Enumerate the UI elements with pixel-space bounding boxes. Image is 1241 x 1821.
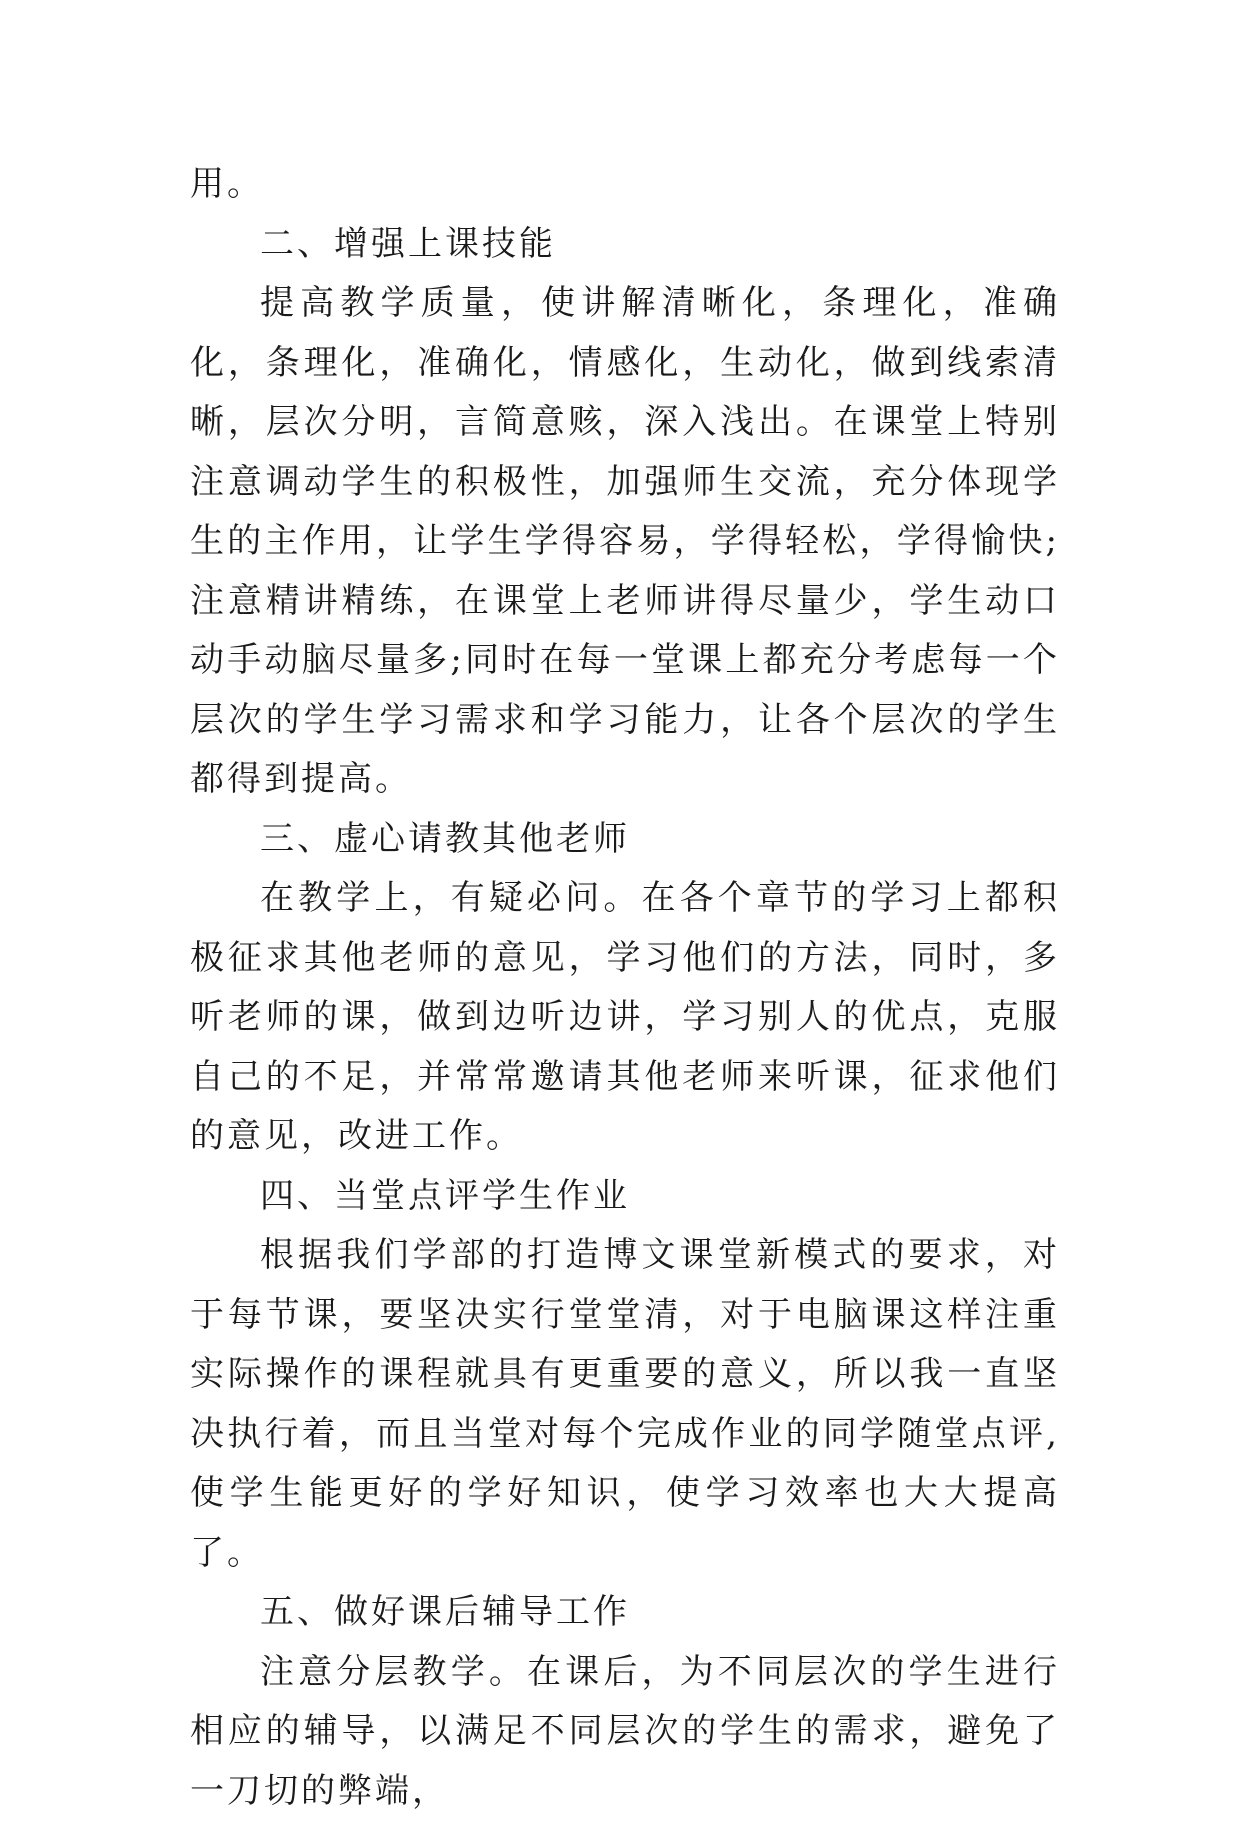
document-body	[190, 155, 1060, 1821]
section-paragraph: 在教学上，有疑必问。在各个章节的学习上都积极征求其他老师的意见，学习他们的方法，同时，多听老师的课，做到边听边讲，学习别人的优点，克服自己的不足，并常常邀请其他老师来听课，征求他们的意见，改进工作。	[190, 869, 1060, 1167]
section-paragraph: 注意分层教学。在课后，为不同层次的学生进行相应的辅导，以满足不同层次的学生的需求，避免了一刀切的弊端，	[190, 1643, 1060, 1821]
section-heading: 二、增强上课技能	[190, 215, 1060, 275]
section-heading: 五、做好课后辅导工作	[190, 1583, 1060, 1643]
section-paragraph: 根据我们学部的打造博文课堂新模式的要求，对于每节课，要坚决实行堂堂清，对于电脑课这样注重实际操作的课程就具有更重要的意义，所以我一直坚决执行着，而且当堂对每个完成作业的同学随堂点评,使学生能更好的学好知识，使学习效率也大大提高了。	[190, 1226, 1060, 1583]
section-paragraph: 提高教学质量，使讲解清晰化，条理化，准确化，条理化，准确化，情感化，生动化，做到线索清晰，层次分明，言简意赅，深入浅出。在课堂上特别注意调动学生的积极性，加强师生交流，充分体现学生的主作用，让学生学得容易，学得轻松，学得愉快;注意精讲精练，在课堂上老师讲得尽量少，学生动口动手动脑尽量多;同时在每一堂课上都充分考虑每一个层次的学生学习需求和学习能力，让各个层次的学生都得到提高。	[190, 274, 1060, 810]
section-heading: 三、虚心请教其他老师	[190, 810, 1060, 870]
continuation-text: 用。	[190, 155, 1060, 215]
section-heading: 四、当堂点评学生作业	[190, 1167, 1060, 1227]
